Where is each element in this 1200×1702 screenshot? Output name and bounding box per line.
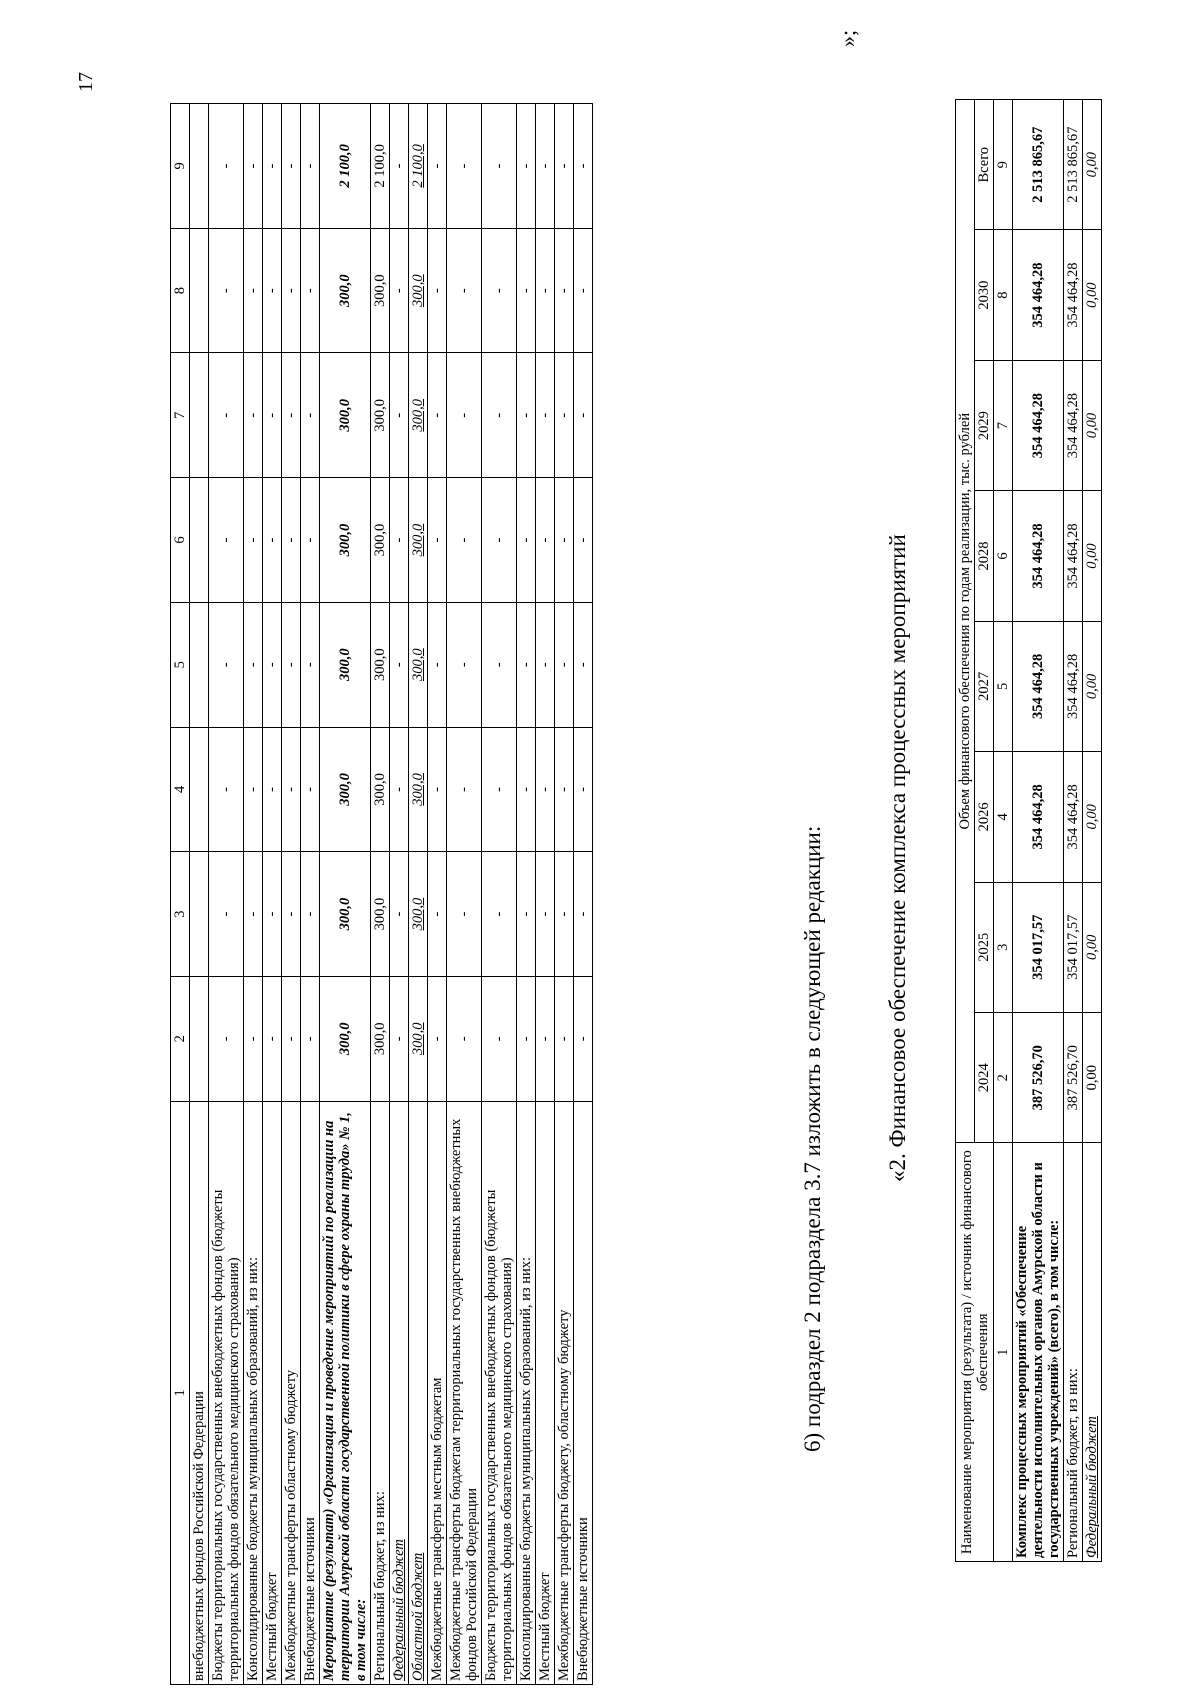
value-cell: 354 464,28 bbox=[1064, 752, 1083, 882]
col1-header: Наименование мероприятия (результата) / источник финансового обеспечения bbox=[956, 1143, 994, 1562]
value-cell: 300,0 bbox=[409, 353, 428, 478]
table-row bbox=[428, 104, 447, 1685]
table-row bbox=[1083, 100, 1102, 1562]
value-cell bbox=[190, 727, 209, 852]
table-header-row bbox=[171, 104, 190, 1685]
value-cell: - bbox=[263, 852, 282, 977]
header-cell: 5 bbox=[171, 602, 190, 727]
value-cell: - bbox=[390, 852, 409, 977]
value-cell: - bbox=[390, 228, 409, 353]
value-cell: 354 017,57 bbox=[1064, 882, 1083, 1012]
table-row bbox=[190, 104, 209, 1685]
value-cell: - bbox=[536, 852, 555, 977]
table-row bbox=[447, 104, 482, 1685]
value-cell: 300,0 bbox=[371, 228, 390, 353]
value-cell: - bbox=[555, 478, 574, 603]
value-cell: 354 017,57 bbox=[1013, 882, 1064, 1012]
table-row bbox=[574, 104, 593, 1685]
value-cell: 300,0 bbox=[371, 727, 390, 852]
table-row bbox=[244, 104, 263, 1685]
value-cell: - bbox=[282, 104, 301, 229]
value-cell: 300,0 bbox=[371, 478, 390, 603]
header-cell: 7 bbox=[171, 353, 190, 478]
row-label: Бюджеты территориальных государственных внебюджетных фондов (бюджеты территориальных фондов обязательного медицинского страхования) bbox=[482, 1101, 517, 1684]
value-cell bbox=[190, 976, 209, 1101]
row-label: Межбюджетные трансферты бюджетам территориальных государственных внебюджетных фондов Российской Федерации bbox=[447, 1101, 482, 1684]
header-cell: 9 bbox=[171, 104, 190, 229]
value-cell: 300,0 bbox=[320, 602, 371, 727]
amendment-paragraph: 6) подраздел 2 подраздела 3.7 изложить в следующей редакции: bbox=[800, 825, 825, 1452]
value-cell: - bbox=[428, 104, 447, 229]
value-cell: 300,0 bbox=[320, 353, 371, 478]
value-cell: - bbox=[209, 478, 244, 603]
year-header: 2026 bbox=[975, 752, 994, 882]
column-number: 3 bbox=[994, 882, 1013, 1012]
value-cell: 354 464,28 bbox=[1013, 752, 1064, 882]
row-label: Межбюджетные трансферты местным бюджетам bbox=[428, 1101, 447, 1684]
value-cell: 300,0 bbox=[409, 602, 428, 727]
value-cell: 354 464,28 bbox=[1064, 491, 1083, 621]
value-cell: - bbox=[301, 228, 320, 353]
value-cell: - bbox=[390, 104, 409, 229]
value-cell: 300,0 bbox=[409, 478, 428, 603]
value-cell: - bbox=[536, 104, 555, 229]
value-cell: - bbox=[555, 602, 574, 727]
row-label: Внебюджетные источники bbox=[574, 1101, 593, 1684]
value-cell: - bbox=[482, 478, 517, 603]
column-number: 2 bbox=[994, 1012, 1013, 1142]
value-cell: 2 513 865,67 bbox=[1064, 100, 1083, 230]
value-cell: - bbox=[244, 727, 263, 852]
value-cell: 0,00 bbox=[1083, 882, 1102, 1012]
table-header-row bbox=[956, 100, 975, 1562]
row-label: Мероприятие (результат) «Организация и проведение мероприятий по реализации на территории Амурской области государственной политики в сфере охраны труда» № 1, в том числе: bbox=[320, 1101, 371, 1684]
value-cell: 300,0 bbox=[320, 228, 371, 353]
value-cell: - bbox=[447, 602, 482, 727]
value-cell: - bbox=[517, 976, 536, 1101]
table-row bbox=[263, 104, 282, 1685]
value-cell: - bbox=[447, 104, 482, 229]
column-number: 7 bbox=[994, 360, 1013, 490]
value-cell: - bbox=[517, 228, 536, 353]
value-cell: 2 100,0 bbox=[409, 104, 428, 229]
table-row bbox=[482, 104, 517, 1685]
value-cell bbox=[190, 228, 209, 353]
value-cell: - bbox=[536, 478, 555, 603]
value-cell bbox=[190, 104, 209, 229]
value-cell: - bbox=[555, 852, 574, 977]
value-cell: - bbox=[482, 976, 517, 1101]
value-cell: - bbox=[301, 976, 320, 1101]
header-cell: 1 bbox=[171, 1101, 190, 1684]
table-row bbox=[390, 104, 409, 1685]
row-label: Региональный бюджет, из них: bbox=[1064, 1143, 1083, 1562]
value-cell: - bbox=[428, 353, 447, 478]
header-cell: 2 bbox=[171, 976, 190, 1101]
value-cell: - bbox=[517, 602, 536, 727]
value-cell: - bbox=[482, 852, 517, 977]
value-cell: 300,0 bbox=[371, 602, 390, 727]
value-cell: - bbox=[263, 976, 282, 1101]
value-cell: - bbox=[301, 353, 320, 478]
header-cell: 8 bbox=[171, 228, 190, 353]
row-label: Местный бюджет bbox=[263, 1101, 282, 1684]
row-label: Межбюджетные трансферты областному бюджету bbox=[282, 1101, 301, 1684]
value-cell: - bbox=[428, 727, 447, 852]
value-cell: - bbox=[447, 228, 482, 353]
table-row bbox=[555, 104, 574, 1685]
value-cell: 300,0 bbox=[409, 852, 428, 977]
value-cell: - bbox=[447, 353, 482, 478]
year-header: 2027 bbox=[975, 621, 994, 751]
value-cell: - bbox=[244, 353, 263, 478]
value-cell: - bbox=[263, 228, 282, 353]
value-cell: 354 464,28 bbox=[1064, 360, 1083, 490]
value-cell: - bbox=[447, 976, 482, 1101]
value-cell: - bbox=[282, 602, 301, 727]
value-cell: 2 100,0 bbox=[320, 104, 371, 229]
value-cell: - bbox=[447, 727, 482, 852]
value-cell: 354 464,28 bbox=[1013, 621, 1064, 751]
value-cell: - bbox=[263, 478, 282, 603]
value-cell: 354 464,28 bbox=[1064, 621, 1083, 751]
year-header: 2028 bbox=[975, 491, 994, 621]
value-cell: - bbox=[209, 727, 244, 852]
value-cell: - bbox=[482, 104, 517, 229]
table-row bbox=[517, 104, 536, 1685]
value-cell: 300,0 bbox=[409, 727, 428, 852]
value-cell: - bbox=[428, 976, 447, 1101]
value-cell: - bbox=[301, 478, 320, 603]
value-cell: - bbox=[390, 727, 409, 852]
value-cell: 387 526,70 bbox=[1064, 1012, 1083, 1142]
value-cell: - bbox=[517, 353, 536, 478]
value-cell: - bbox=[263, 727, 282, 852]
value-cell: - bbox=[555, 976, 574, 1101]
value-cell: - bbox=[555, 353, 574, 478]
year-header: Всего bbox=[975, 100, 994, 230]
value-cell: - bbox=[390, 976, 409, 1101]
value-cell: - bbox=[244, 104, 263, 229]
value-cell: - bbox=[574, 353, 593, 478]
column-number: 4 bbox=[994, 752, 1013, 882]
value-cell: - bbox=[447, 478, 482, 603]
value-cell: - bbox=[301, 852, 320, 977]
value-cell: - bbox=[536, 353, 555, 478]
table-row-measure bbox=[320, 104, 371, 1685]
value-cell: 2 100,0 bbox=[371, 104, 390, 229]
value-cell: 300,0 bbox=[371, 852, 390, 977]
value-cell: 300,0 bbox=[320, 478, 371, 603]
value-cell: - bbox=[244, 852, 263, 977]
value-cell: 300,0 bbox=[371, 976, 390, 1101]
value-cell: - bbox=[209, 976, 244, 1101]
value-cell: - bbox=[282, 353, 301, 478]
value-cell: - bbox=[428, 478, 447, 603]
value-cell: - bbox=[263, 104, 282, 229]
value-cell: 354 464,28 bbox=[1013, 230, 1064, 360]
value-cell: - bbox=[301, 104, 320, 229]
value-cell: - bbox=[390, 478, 409, 603]
closing-quote-mark: »; bbox=[835, 29, 860, 47]
value-cell: - bbox=[263, 353, 282, 478]
value-cell: - bbox=[263, 602, 282, 727]
row-label: Комплекс процессных мероприятий «Обеспечение деятельности исполнительных органов Амурской области и государственных учреждений» (всего), в том числе: bbox=[1013, 1143, 1064, 1562]
value-cell bbox=[190, 852, 209, 977]
value-cell: - bbox=[517, 727, 536, 852]
row-label: Федеральный бюджет bbox=[390, 1101, 409, 1684]
header-cell: 3 bbox=[171, 852, 190, 977]
value-cell: - bbox=[209, 228, 244, 353]
value-cell: - bbox=[574, 727, 593, 852]
value-cell: 300,0 bbox=[409, 228, 428, 353]
page-number: 17 bbox=[75, 72, 97, 92]
value-cell: - bbox=[390, 353, 409, 478]
value-cell: 0,00 bbox=[1083, 491, 1102, 621]
row-label: Местный бюджет bbox=[536, 1101, 555, 1684]
value-cell: 300,0 bbox=[409, 976, 428, 1101]
value-cell: - bbox=[482, 602, 517, 727]
value-cell: - bbox=[209, 104, 244, 229]
value-cell: - bbox=[301, 602, 320, 727]
year-header: 2029 bbox=[975, 360, 994, 490]
value-cell: - bbox=[428, 852, 447, 977]
value-cell: - bbox=[482, 228, 517, 353]
value-cell bbox=[190, 602, 209, 727]
table-row bbox=[301, 104, 320, 1685]
column-number: 6 bbox=[994, 491, 1013, 621]
row-label: Межбюджетные трансферты бюджету, областному бюджету bbox=[555, 1101, 574, 1684]
table-row bbox=[536, 104, 555, 1685]
value-cell: - bbox=[536, 228, 555, 353]
value-cell: - bbox=[574, 852, 593, 977]
value-cell: - bbox=[428, 228, 447, 353]
value-cell: 0,00 bbox=[1083, 1012, 1102, 1142]
value-cell: 0,00 bbox=[1083, 752, 1102, 882]
value-cell bbox=[190, 353, 209, 478]
value-cell: - bbox=[282, 478, 301, 603]
column-number: 1 bbox=[994, 1143, 1013, 1562]
value-cell: - bbox=[482, 353, 517, 478]
value-cell: - bbox=[282, 852, 301, 977]
value-cell: - bbox=[447, 852, 482, 977]
value-cell: - bbox=[428, 602, 447, 727]
value-cell: - bbox=[574, 104, 593, 229]
value-cell: 2 513 865,67 bbox=[1013, 100, 1064, 230]
value-cell: - bbox=[555, 104, 574, 229]
table-row bbox=[209, 104, 244, 1685]
value-cell: 300,0 bbox=[320, 727, 371, 852]
value-cell: - bbox=[536, 976, 555, 1101]
value-cell: - bbox=[282, 727, 301, 852]
row-label: внебюджетных фондов Российской Федерации bbox=[190, 1101, 209, 1684]
value-cell bbox=[190, 478, 209, 603]
row-label: Региональный бюджет, из них: bbox=[371, 1101, 390, 1684]
value-cell: - bbox=[209, 602, 244, 727]
value-cell: 0,00 bbox=[1083, 100, 1102, 230]
value-cell: - bbox=[282, 976, 301, 1101]
value-cell: - bbox=[301, 727, 320, 852]
value-cell: - bbox=[244, 478, 263, 603]
value-cell: - bbox=[536, 602, 555, 727]
table-row-total bbox=[1013, 100, 1064, 1562]
value-cell: - bbox=[390, 602, 409, 727]
header-cell: 6 bbox=[171, 478, 190, 603]
value-cell: - bbox=[574, 478, 593, 603]
value-cell: - bbox=[555, 727, 574, 852]
row-label: Внебюджетные источники bbox=[301, 1101, 320, 1684]
value-cell: 300,0 bbox=[320, 852, 371, 977]
value-cell: - bbox=[282, 228, 301, 353]
value-cell: 0,00 bbox=[1083, 360, 1102, 490]
table-row bbox=[371, 104, 390, 1685]
section-heading: «2. Финансовое обеспечение комплекса процессных мероприятий bbox=[885, 534, 910, 1182]
year-header: 2025 bbox=[975, 882, 994, 1012]
value-cell: 387 526,70 bbox=[1013, 1012, 1064, 1142]
value-cell: - bbox=[517, 478, 536, 603]
value-cell: 300,0 bbox=[371, 353, 390, 478]
value-cell: - bbox=[244, 602, 263, 727]
year-header: 2030 bbox=[975, 230, 994, 360]
value-cell: - bbox=[244, 228, 263, 353]
row-label: Федеральный бюджет bbox=[1083, 1143, 1102, 1562]
value-cell: 300,0 bbox=[320, 976, 371, 1101]
table-header-numbers bbox=[994, 100, 1013, 1562]
column-number: 9 bbox=[994, 100, 1013, 230]
value-cell: - bbox=[574, 228, 593, 353]
value-cell: - bbox=[517, 104, 536, 229]
table-row bbox=[409, 104, 428, 1685]
row-label: Областной бюджет bbox=[409, 1101, 428, 1684]
value-cell: 354 464,28 bbox=[1013, 491, 1064, 621]
table-row bbox=[282, 104, 301, 1685]
header-cell: 4 bbox=[171, 727, 190, 852]
value-cell: 0,00 bbox=[1083, 230, 1102, 360]
funding-table-continued bbox=[170, 103, 593, 1685]
value-cell: - bbox=[536, 727, 555, 852]
value-cell: 0,00 bbox=[1083, 621, 1102, 751]
value-cell: 354 464,28 bbox=[1013, 360, 1064, 490]
value-cell: 354 464,28 bbox=[1064, 230, 1083, 360]
column-number: 5 bbox=[994, 621, 1013, 751]
value-cell: - bbox=[517, 852, 536, 977]
year-header: 2024 bbox=[975, 1012, 994, 1142]
value-cell: - bbox=[244, 976, 263, 1101]
row-label: Консолидированные бюджеты муниципальных образований, из них: bbox=[517, 1101, 536, 1684]
value-cell: - bbox=[209, 353, 244, 478]
table-row bbox=[1064, 100, 1083, 1562]
value-cell: - bbox=[574, 602, 593, 727]
column-number: 8 bbox=[994, 230, 1013, 360]
value-cell: - bbox=[209, 852, 244, 977]
value-cell: - bbox=[574, 976, 593, 1101]
value-cell: - bbox=[555, 228, 574, 353]
row-label: Консолидированные бюджеты муниципальных образований, из них: bbox=[244, 1101, 263, 1684]
group-header: Объем финансового обеспечения по годам реализации, тыс. рублей bbox=[956, 100, 975, 1143]
value-cell: - bbox=[482, 727, 517, 852]
row-label: Бюджеты территориальных государственных внебюджетных фондов (бюджеты территориальных фондов обязательного медицинского страхования) bbox=[209, 1101, 244, 1684]
process-measures-funding-table bbox=[955, 99, 1102, 1562]
